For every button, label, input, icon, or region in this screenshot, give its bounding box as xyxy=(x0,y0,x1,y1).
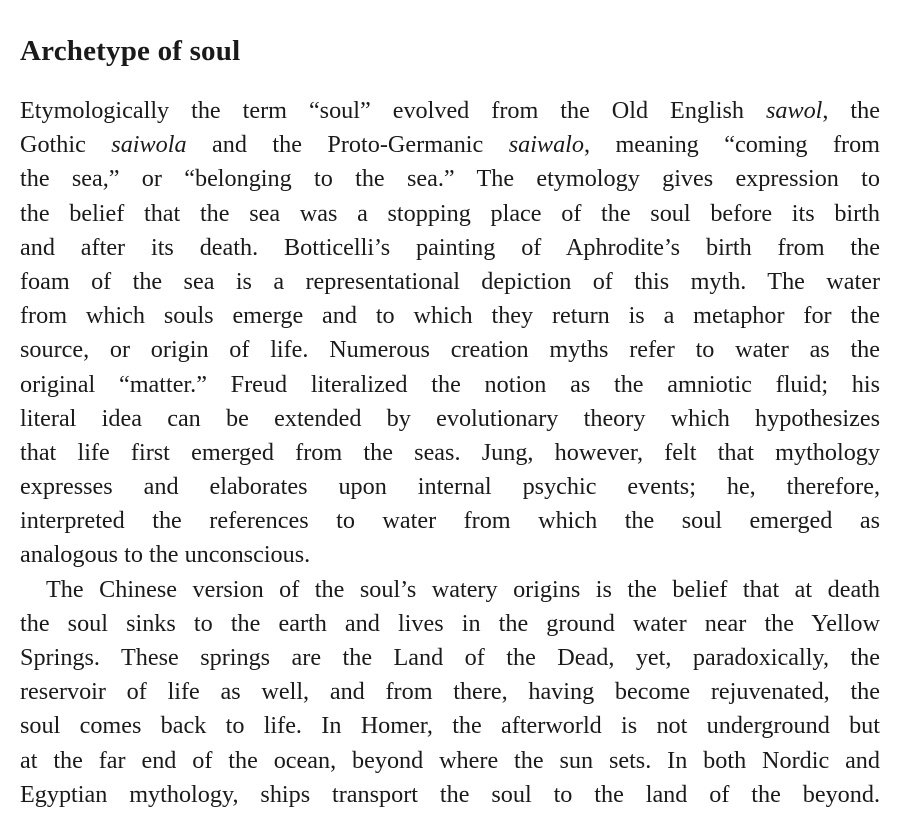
text-segment: The Chinese version of the soul’s watery origins is the belief that at death xyxy=(46,575,880,603)
text-segment: , the xyxy=(822,97,880,124)
text-segment: the sea,” or “belonging to the sea.” The etymology gives expression to xyxy=(20,165,880,193)
text-segment: expresses and elaborates upon internal psychic events; he, therefore, xyxy=(20,473,880,501)
section-heading: Archetype of soul xyxy=(20,35,241,67)
text-line xyxy=(20,778,880,812)
text-line xyxy=(20,197,880,231)
text-line xyxy=(20,538,880,572)
text-line xyxy=(20,607,880,641)
text-segment: source, or origin of life. Numerous creation myths refer to water as the xyxy=(20,336,880,364)
text-line xyxy=(20,299,880,333)
text-line xyxy=(20,368,880,402)
text-line xyxy=(20,470,880,504)
text-segment: the soul sinks to the earth and lives in the ground water near the Yellow xyxy=(20,609,880,637)
text-segment: Gothic xyxy=(20,131,112,159)
text-segment: literal idea can be extended by evolutionary theory which hypothesizes xyxy=(20,404,880,432)
paragraph-1 xyxy=(20,94,880,573)
text-line xyxy=(20,128,880,162)
paragraph-2 xyxy=(20,573,880,812)
body-text xyxy=(20,94,880,812)
text-line xyxy=(20,231,880,265)
text-line xyxy=(20,675,880,709)
italic-term: sawol xyxy=(765,97,823,124)
text-segment: Etymologically the term “soul” evolved from the Old English xyxy=(20,97,766,124)
text-line xyxy=(20,504,880,538)
text-segment: from which souls emerge and to which they return is a metaphor for the xyxy=(20,302,880,330)
text-line xyxy=(20,402,880,436)
text-line xyxy=(20,744,880,778)
italic-term: saiwalo xyxy=(508,131,584,159)
text-line xyxy=(20,162,880,196)
text-segment: at the far end of the ocean, beyond where the sun sets. In both Nordic and xyxy=(20,746,880,774)
text-line xyxy=(20,573,880,607)
text-segment: , meaning “coming from xyxy=(583,131,880,159)
text-segment: soul comes back to life. In Homer, the afterworld is not underground but xyxy=(20,712,880,740)
text-line xyxy=(20,333,880,367)
text-segment: and after its death. Botticelli’s painting of Aphrodite’s birth from the xyxy=(20,233,880,261)
text-line xyxy=(20,436,880,470)
text-segment: analogous to the unconscious. xyxy=(20,541,311,569)
text-line xyxy=(20,265,880,299)
text-segment: foam of the sea is a representational depiction of this myth. The water xyxy=(20,267,880,295)
text-line xyxy=(20,709,880,743)
italic-term: saiwola xyxy=(111,131,187,159)
text-segment: Egyptian mythology, ships transport the soul to the land of the beyond. xyxy=(20,780,880,808)
document-page xyxy=(20,0,880,812)
text-segment: the belief that the sea was a stopping place of the soul before its birth xyxy=(20,199,880,227)
text-segment: reservoir of life as well, and from there, having become rejuvenated, the xyxy=(20,678,880,706)
text-segment: that life first emerged from the seas. Jung, however, felt that mythology xyxy=(20,438,880,466)
text-line xyxy=(20,641,880,675)
text-segment: Springs. These springs are the Land of the Dead, yet, paradoxically, the xyxy=(20,644,880,671)
text-segment: and the Proto-Germanic xyxy=(186,131,509,159)
text-segment: original “matter.” Freud literalized the notion as the amniotic fluid; his xyxy=(20,370,880,398)
text-segment: interpreted the references to water from which the soul emerged as xyxy=(20,507,880,535)
text-line xyxy=(20,94,880,128)
